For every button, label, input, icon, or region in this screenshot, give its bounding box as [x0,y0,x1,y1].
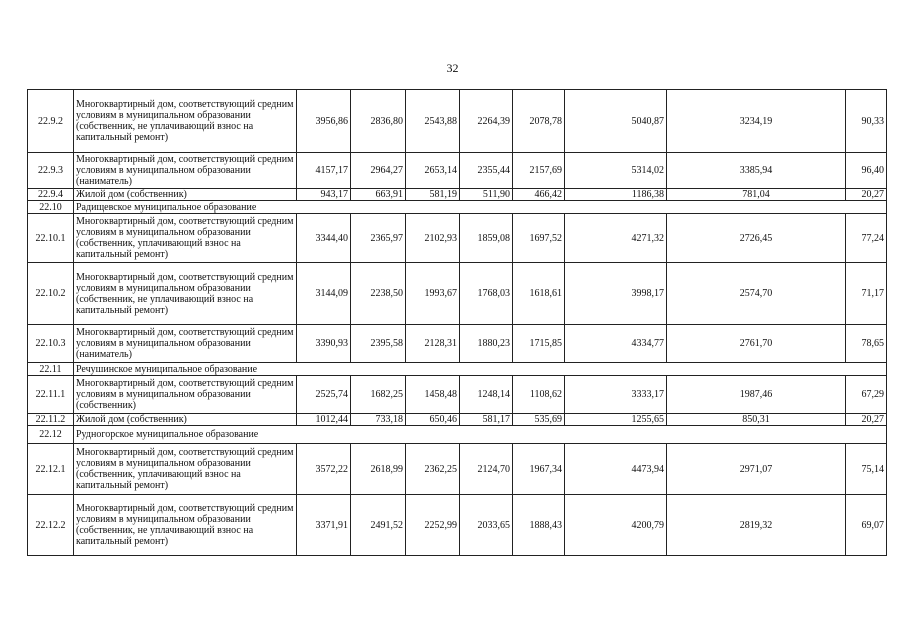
table-row [28,376,887,414]
value-cell: 4334,77 [565,325,667,363]
value-cell: 850,31 [667,414,846,426]
value-cell: 1012,44 [297,414,351,426]
value-cell: 78,65 [846,325,887,363]
value-cell: 650,46 [406,414,460,426]
value-cell: 2128,31 [406,325,460,363]
row-description: Многоквартирный дом, соответствующий средним условиям в муниципальном образовании (собственник, уплачивающий взнос на капитальный ремонт) [74,444,297,495]
value-cell: 1993,67 [406,263,460,325]
row-description: Жилой дом (собственник) [74,189,297,201]
row-description: Многоквартирный дом, соответствующий средним условиям в муниципальном образовании (собственник) [74,376,297,414]
value-cell: 2124,70 [460,444,513,495]
value-cell: 2395,58 [351,325,406,363]
value-cell: 1967,34 [513,444,565,495]
row-description: Многоквартирный дом, соответствующий средним условиям в муниципальном образовании (собственник, не уплачивающий взнос на капитальный ремонт) [74,90,297,153]
value-cell: 2264,39 [460,90,513,153]
table-row [28,214,887,263]
value-cell: 2964,27 [351,153,406,189]
value-cell: 663,91 [351,189,406,201]
section-title: Радищевское муниципальное образование [74,201,887,214]
value-cell: 2574,70 [667,263,846,325]
row-code: 22.11 [28,363,74,376]
row-description: Многоквартирный дом, соответствующий средним условиям в муниципальном образовании (собственник, не уплачивающий взнос на капитальный ремонт) [74,495,297,556]
tariff-table [27,89,887,556]
value-cell: 20,27 [846,414,887,426]
value-cell: 3371,91 [297,495,351,556]
table-row [28,189,887,201]
value-cell: 943,17 [297,189,351,201]
value-cell: 2238,50 [351,263,406,325]
value-cell: 3385,94 [667,153,846,189]
table-body [28,90,887,556]
row-code: 22.10.2 [28,263,74,325]
value-cell: 1255,65 [565,414,667,426]
value-cell: 90,33 [846,90,887,153]
table-row [28,444,887,495]
table-row [28,153,887,189]
row-description: Многоквартирный дом, соответствующий средним условиям в муниципальном образовании (наниматель) [74,153,297,189]
value-cell: 3390,93 [297,325,351,363]
value-cell: 1682,25 [351,376,406,414]
value-cell: 75,14 [846,444,887,495]
value-cell: 1859,08 [460,214,513,263]
row-code: 22.10.3 [28,325,74,363]
row-code: 22.12.1 [28,444,74,495]
value-cell: 4200,79 [565,495,667,556]
value-cell: 69,07 [846,495,887,556]
value-cell: 2491,52 [351,495,406,556]
value-cell: 1186,38 [565,189,667,201]
value-cell: 1768,03 [460,263,513,325]
section-row [28,363,887,376]
value-cell: 71,17 [846,263,887,325]
value-cell: 2362,25 [406,444,460,495]
row-code: 22.11.2 [28,414,74,426]
value-cell: 1108,62 [513,376,565,414]
row-description: Многоквартирный дом, соответствующий средним условиям в муниципальном образовании (наниматель) [74,325,297,363]
row-code: 22.9.2 [28,90,74,153]
row-code: 22.12.2 [28,495,74,556]
table-row [28,325,887,363]
value-cell: 1458,48 [406,376,460,414]
value-cell: 2365,97 [351,214,406,263]
page-number: 32 [446,61,459,75]
value-cell: 535,69 [513,414,565,426]
row-code: 22.9.3 [28,153,74,189]
table-row [28,495,887,556]
value-cell: 20,27 [846,189,887,201]
value-cell: 581,17 [460,414,513,426]
value-cell: 2033,65 [460,495,513,556]
row-description: Многоквартирный дом, соответствующий средним условиям в муниципальном образовании (собственник, уплачивающий взнос на капитальный ремонт) [74,214,297,263]
row-code: 22.11.1 [28,376,74,414]
row-description: Многоквартирный дом, соответствующий средним условиям в муниципальном образовании (собственник, не уплачивающий взнос на капитальный ремонт) [74,263,297,325]
value-cell: 1248,14 [460,376,513,414]
value-cell: 3998,17 [565,263,667,325]
row-description: Жилой дом (собственник) [74,414,297,426]
section-title: Речушинское муниципальное образование [74,363,887,376]
table-row [28,414,887,426]
value-cell: 3333,17 [565,376,667,414]
value-cell: 2726,45 [667,214,846,263]
value-cell: 4157,17 [297,153,351,189]
table-row [28,263,887,325]
value-cell: 3144,09 [297,263,351,325]
value-cell: 1987,46 [667,376,846,414]
value-cell: 3234,19 [667,90,846,153]
row-code: 22.12 [28,426,74,444]
value-cell: 3956,86 [297,90,351,153]
value-cell: 5040,87 [565,90,667,153]
value-cell: 5314,02 [565,153,667,189]
value-cell: 2102,93 [406,214,460,263]
value-cell: 2525,74 [297,376,351,414]
value-cell: 3572,22 [297,444,351,495]
value-cell: 581,19 [406,189,460,201]
value-cell: 1888,43 [513,495,565,556]
value-cell: 1715,85 [513,325,565,363]
value-cell: 2618,99 [351,444,406,495]
value-cell: 466,42 [513,189,565,201]
value-cell: 2355,44 [460,153,513,189]
section-row [28,426,887,444]
value-cell: 3344,40 [297,214,351,263]
value-cell: 781,04 [667,189,846,201]
row-code: 22.9.4 [28,189,74,201]
value-cell: 2819,32 [667,495,846,556]
table-row [28,90,887,153]
section-row [28,201,887,214]
value-cell: 1880,23 [460,325,513,363]
value-cell: 2653,14 [406,153,460,189]
row-code: 22.10 [28,201,74,214]
value-cell: 96,40 [846,153,887,189]
value-cell: 733,18 [351,414,406,426]
value-cell: 2761,70 [667,325,846,363]
section-title: Рудногорское муниципальное образование [74,426,887,444]
value-cell: 4271,32 [565,214,667,263]
value-cell: 4473,94 [565,444,667,495]
value-cell: 1697,52 [513,214,565,263]
value-cell: 2078,78 [513,90,565,153]
value-cell: 67,29 [846,376,887,414]
value-cell: 77,24 [846,214,887,263]
row-code: 22.10.1 [28,214,74,263]
value-cell: 511,90 [460,189,513,201]
value-cell: 2836,80 [351,90,406,153]
value-cell: 2971,07 [667,444,846,495]
value-cell: 1618,61 [513,263,565,325]
value-cell: 2252,99 [406,495,460,556]
value-cell: 2157,69 [513,153,565,189]
value-cell: 2543,88 [406,90,460,153]
